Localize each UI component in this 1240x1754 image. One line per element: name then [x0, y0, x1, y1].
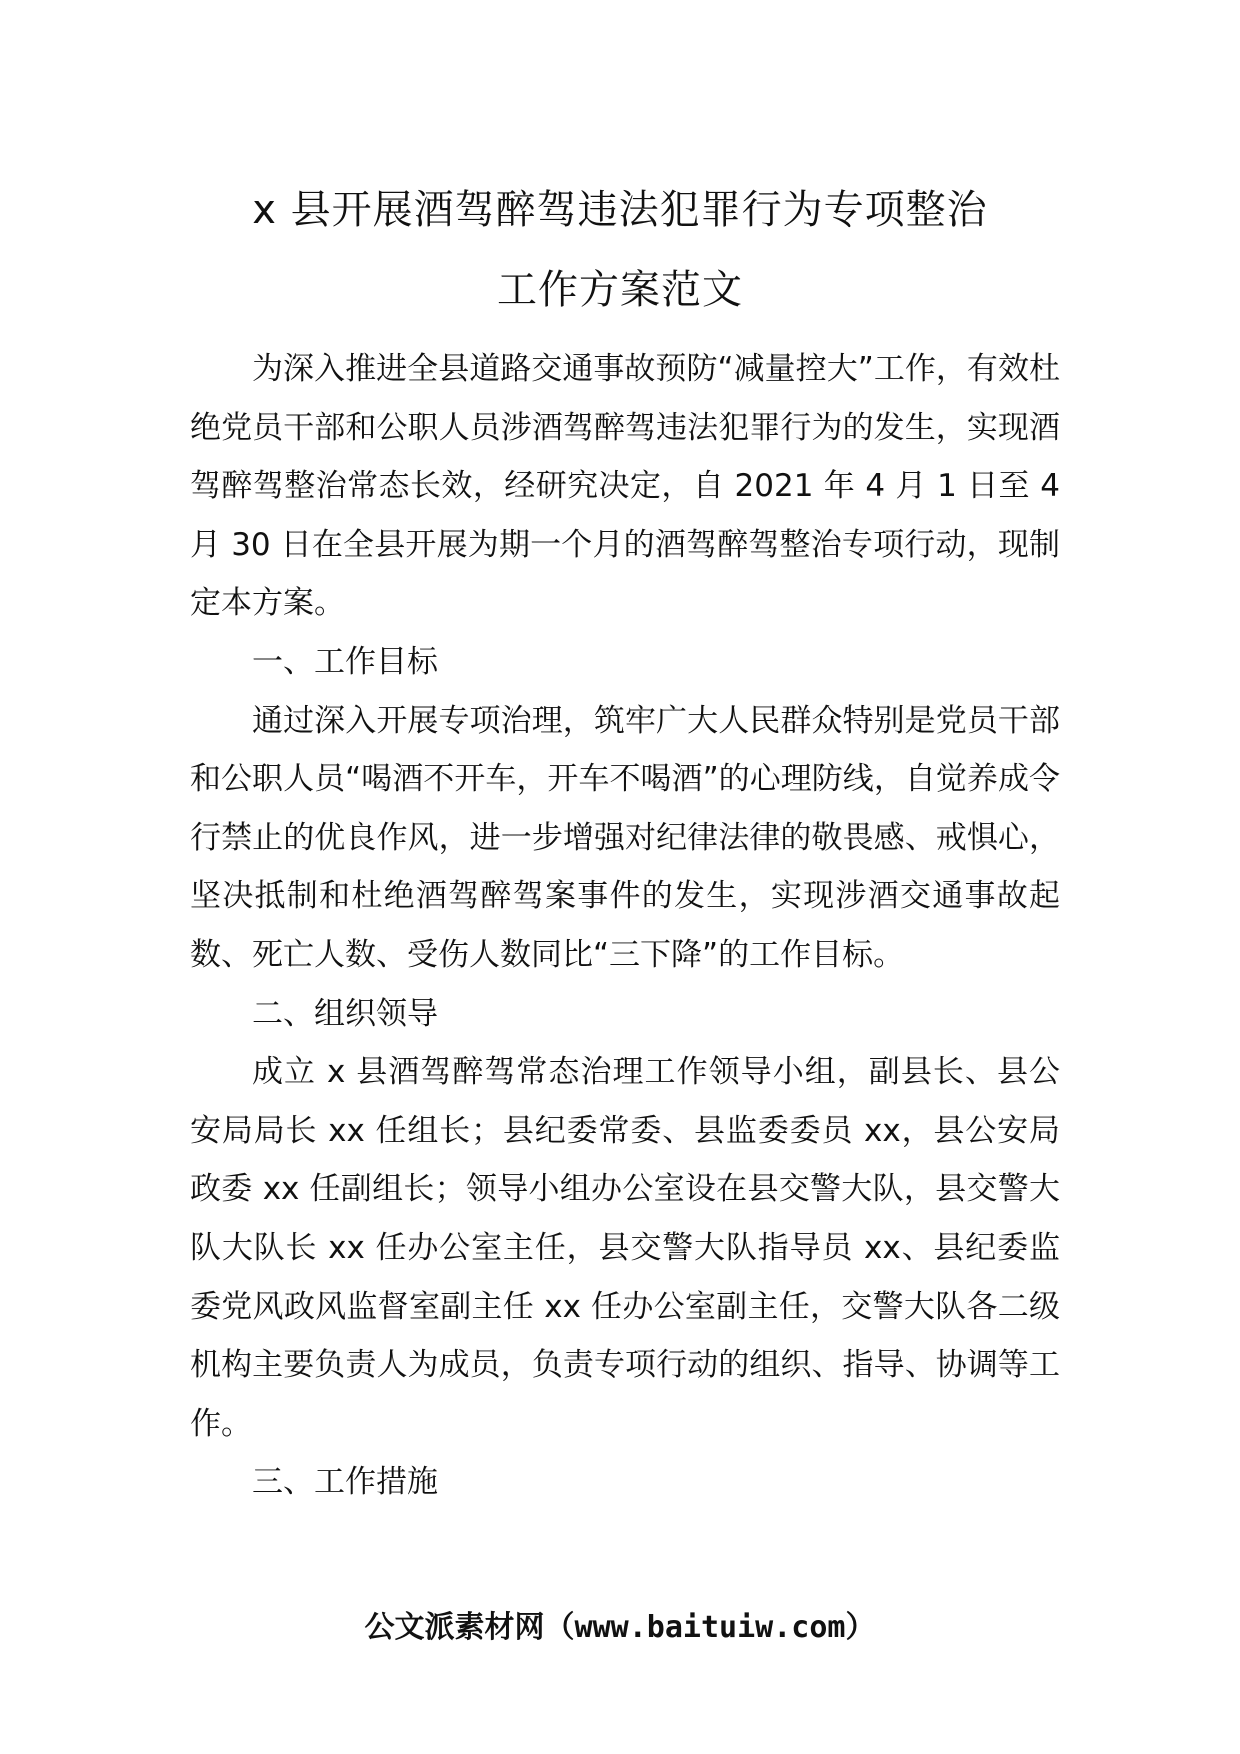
title-line-2: 工作方案范文 [497, 267, 743, 313]
section-1-paragraph: 通过深入开展专项治理，筑牢广大人民群众特别是党员干部和公职人员“喝酒不开车，开车不喝酒”的心理防线，自觉养成令行禁止的优良作风，进一步增强对纪律法律的敬畏感、戒惧心，坚决抵制和杜绝酒驾醉驾案事件的发生，实现涉酒交通事故起数、死亡人数、受伤人数同比“三下降”的工作目标。 [190, 702, 1060, 973]
section-1-heading: 一、工作目标 [252, 643, 438, 680]
page-footer [0, 1608, 1240, 1648]
intro-paragraph: 为深入推进全县道路交通事故预防“减量控大”工作，有效杜绝党员干部和公职人员涉酒驾醉驾违法犯罪行为的发生，实现酒驾醉驾整治常态长效，经研究决定，自 2021 年 4 月 1 日至 4 月 30 日在全县开展为期一个月的酒驾醉驾整治专项行动，现制定本方案。 [190, 351, 1060, 622]
footer-site-name: 公文派素材网 [364, 1610, 545, 1645]
section-2-paragraph: 成立 x 县酒驾醉驾常态治理工作领导小组，副县长、县公安局局长 xx 任组长；县纪委常委、县监委委员 xx，县公安局政委 xx 任副组长；领导小组办公室设在县交警大队，县交警大队大队长 xx 任办公室主任，县交警大队指导员 xx、县纪委监委党风政风监督室副主任 xx 任办公室副主任，交警大队各二级机构主要负责人为成员，负责专项行动的组织、指导、协调等工作。 [190, 1054, 1060, 1442]
title-line-1: x 县开展酒驾醉驾违法犯罪行为专项整治 [252, 187, 988, 233]
section-2-heading: 二、组织领导 [252, 995, 438, 1032]
footer-site-url: （www.baituiw.com） [544, 1610, 876, 1645]
section-3-heading: 三、工作措施 [252, 1464, 438, 1501]
document-body [190, 340, 1060, 1512]
document-title [150, 170, 1090, 330]
